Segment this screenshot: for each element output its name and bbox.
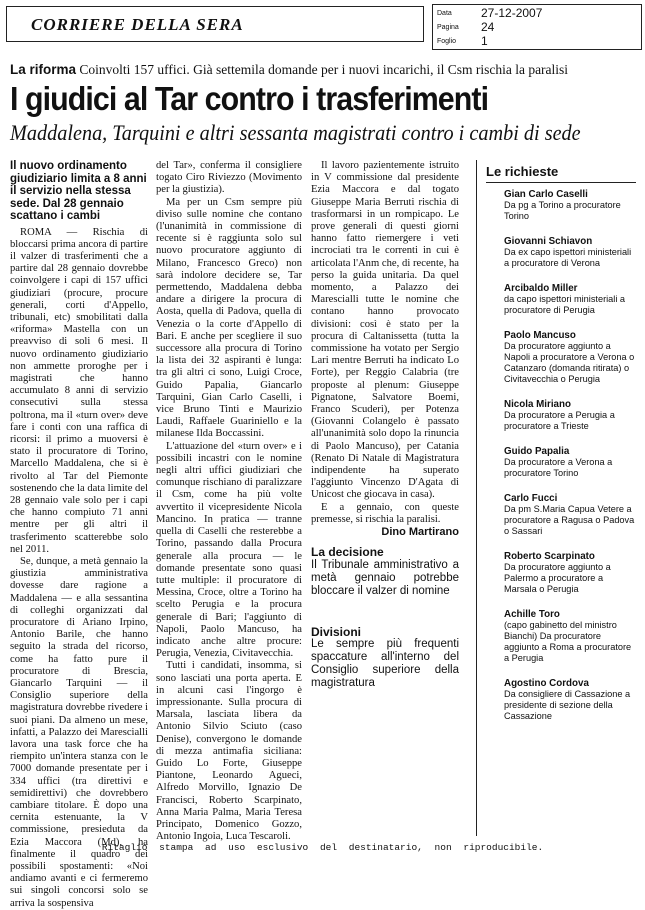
kicker-label: La riforma — [10, 62, 77, 77]
request-description: (capo gabinetto del ministro Bianchi) Da procuratore aggiunto a Roma a procuratore a Perugia — [504, 620, 632, 663]
kicker-text: Coinvolti 157 uffici. Già settemila domande per i nuovi incarichi, il Csm rischia la paralisi — [79, 62, 569, 77]
meta-value: 24 — [481, 20, 495, 34]
meta-row-page — [437, 21, 637, 35]
paragraph: del Tar», conferma il consigliere togato Ciro Riviezzo (Movimento per la giustizia). — [156, 160, 302, 196]
sidebar-divider — [476, 160, 477, 836]
request-entry — [486, 678, 636, 724]
request-name: Achille Toro — [504, 609, 560, 620]
sidebar-title: Le richieste — [486, 164, 636, 183]
request-entry — [486, 283, 636, 318]
request-name: Roberto Scarpinato — [504, 551, 595, 562]
request-entry — [486, 446, 636, 481]
article-summary: Il nuovo ordinamento giudiziario limita a 8 anni il servizio nella stessa sede. Dal 28 gennaio scattano i cambi — [10, 160, 147, 222]
box-text: Il Tribunale amministrativo a metà gennaio potrebbe bloccare il valzer di nomine — [311, 558, 459, 597]
request-entry — [486, 236, 636, 271]
request-list — [486, 189, 636, 724]
request-description: Da pm S.Maria Capua Vetere a procuratore a Ragusa o Padova o Sassari — [504, 504, 635, 536]
request-entry — [486, 609, 636, 666]
request-description: Da procuratore aggiunto a Napoli a procuratore a Verona o Catanzaro (domanda ritirata) o Civitavecchia o Perugia — [504, 341, 635, 384]
paragraph: L'attuazione del «turn over» e i possibili incastri con le nomine negli altri uffici giudiziari che comunque rischiano di paralizzare il Csm, come ha più volte avvertito il vicepresidente Nicola Mancino. In pratica — tranne quella di Caselli che resterebbe a Torino, passando dalla Procura generale alla procura — le domande presentate sono quasi tutte multiple: il procuratore di Messina, Croce, oltre a Torino ha scelto Perugia e la procura generale di Bari; l'aggiunto di Napoli, Paolo Mancuso, ha indicato anche altre procure: Perugia, Venezia, Civitavecchia. — [156, 440, 302, 660]
request-entry — [486, 399, 636, 434]
meta-label: Pagina — [437, 24, 459, 31]
kicker — [10, 62, 635, 78]
byline: Dino Martirano — [381, 526, 459, 539]
paragraph: ROMA — Rischia di bloccarsi prima ancora di partire il valzer di trasferimenti che a partire dal 28 gennaio dovrebbe coinvolgere i capi di 157 uffici giudiziari (procure, procure generali, corti d'Appello, tribunali, etc) smobilitati dalla «riforma» Mastella con un preavviso di soli 6 mesi. Il nuovo ordinamento giudiziario non ammette proroghe per i magistrati che hanno accumulato 8 anni di servizio consecutivi sulla stessa poltrona, ma il «turn over» deve fare i conti con una raffica di ricorsi: il primo a muoversi è stato il procuratore di Torino, Marcello Maddalena, che si è rivolto al Tar del Piemonte sostenendo che la data limite del 28 gennaio vale solo per i capi che hanno compiuto 71 anni mentre per gli altri il trasferimento scatterebbe solo nel 2011. — [10, 226, 148, 555]
footer-notice: Ritaglio stampa ad uso esclusivo del destinatario, non riproducibile. — [101, 842, 544, 853]
paragraph: Ma per un Csm sempre più diviso sulle nomine che contano (l'unanimità in commissione di recente si è raggiunta solo sul nuovo procuratore aggiunto di Milano, Francesco Greco) non sarà indolore decidere se, Tar permettendo, Maddalena debba andare a dirigere la procura di Aosta, quella di Padova, quella di Venezia o la corte d'Appello di Bari. E anche per scegliere il suo successore alla procura di Torino la lista dei 32 aspiranti è lunga: tra gli altri ci sono, Luigi Croce, Guido Papalia, Giancarlo Tarquini, Gian Carlo Caselli, i vice Bruno Tinti e Maurizio Laudi, Raffaele Guariniello e la milanese Ilda Boccassini. — [156, 196, 302, 440]
meta-label: Data — [437, 10, 452, 17]
request-description: Da procuratore aggiunto a Palermo a procuratore a Marsala o Perugia — [504, 562, 611, 594]
masthead — [6, 6, 424, 42]
box-decision — [311, 546, 459, 597]
request-name: Carlo Fucci — [504, 493, 558, 504]
paragraph: Tutti i candidati, insomma, si sono lasciati una porta aperta. E in alcuni casi l'ingorgo è impressionante. Sulla procura di Marsala, lasciata libera da Antonio Silvio Sciuto (caso Denise), convergono le domande di mezza antimafia siciliana: Guido Lo Forte, Giuseppe Piantone, Leonardo Agueci, Alfredo Morvillo, Ignazio De Francisci, Roberto Scarpinato, Anna Maria Palma, Maria Teresa Principato, Domenico Gozzo, Antonio Ingoia, Luca Tescaroli. — [156, 660, 302, 843]
meta-row-date — [437, 7, 637, 21]
request-entry — [486, 189, 636, 224]
request-entry — [486, 493, 636, 539]
request-description: Da procuratore a Verona a procuratore Torino — [504, 457, 613, 478]
box-title: Divisioni — [311, 624, 362, 639]
clipping-meta — [432, 4, 642, 50]
request-name: Nicola Miriano — [504, 399, 571, 410]
box-text: Le sempre più frequenti spaccature all'interno del Consiglio superiore della magistratura — [311, 637, 459, 689]
request-entry — [486, 330, 636, 387]
request-entry — [486, 551, 636, 597]
paragraph: Il lavoro pazientemente istruito in V commissione dal presidente Ezia Maccora e dal togato Giuseppe Maria Berruti rischia di trasformarsi in un rompicapo. Le prove generali di questi giorni hanno fatto riemergere i veti incrociati tra le correnti in cui è articolata l'Anm che, di recente, ha perso la guida unitaria. Da quel momento, a Palazzo dei Marescialli tutte le nomine che contano hanno provocato divisioni: così è stato per la procura di Caltanissetta (tutta la commissione ha votato per Sergio Lari mentre Berruti ha indicato Lo Forte), per Reggio Calabria (tre proposte al plenum: Giuseppe Pignatone, Salvatore Boemi, Franco Scuderi), per Potenza (Giovanni Colangelo è passato all'unanimità solo dopo la rinuncia di Paolo Mancuso), per Catania (Renato Di Natale di Magistratura indipendente ha superato l'aggiunto Vincenzo D'Agata di Unicost che giocava in casa). — [311, 160, 459, 501]
request-name: Arcibaldo Miller — [504, 283, 578, 294]
sidebar-requests — [486, 164, 636, 736]
request-description: Da procuratore a Perugia a procuratore a Trieste — [504, 410, 615, 431]
request-description: da capo ispettori ministeriali a procuratore di Perugia — [504, 294, 626, 315]
request-description: Da consigliere di Cassazione a presidente di sezione della Cassazione — [504, 689, 631, 721]
paragraph: Se, dunque, a metà gennaio la giustizia amministrativa dovesse dare ragione a Maddalena — e alla sessantina di colleghi organizzati dal procuratore di Ariano Irpino, Antonio Barile, che hanno seguito la strada del ricorso, come ha fatto pure il procuratore di Brescia, Giancarlo Tarquini — il Consiglio superiore della magistratura dovrebbe rivedere i suoi piani. Da almeno un mese, infatti, a Palazzo dei Marescialli lavora una task force che ha riempito un'intera stanza con le 7000 domande presentate per i 334 uffici (tra direttivi e semidirettivi) che dovrebbero cambiare titolare. È dopo una cernita estenuante, la V commissione, presieduta da Ezia Maccora (Md), ha finalmente il quadro dei possibili spostamenti: «Noi andiamo avanti e ci fermeremo sui singoli concorsi solo se arriva la sospensiva — [10, 555, 148, 909]
request-description: Da pg a Torino a procuratore Torino — [504, 200, 621, 221]
request-name: Guido Papalia — [504, 446, 570, 457]
meta-value: 27-12-2007 — [481, 6, 543, 20]
paragraph: E a gennaio, con queste premesse, si rischia la paralisi. — [311, 501, 459, 525]
request-name: Gian Carlo Caselli — [504, 189, 588, 200]
article-column-2 — [156, 160, 302, 843]
meta-label: Foglio — [437, 38, 457, 45]
subheadline: Maddalena, Tarquini e altri sessanta magistrati contro i cambi di sede — [10, 120, 581, 145]
headline: I giudici al Tar contro i trasferimenti — [10, 80, 489, 117]
request-description: Da ex capo ispettori ministeriali a procuratore di Verona — [504, 247, 632, 268]
article-column-3 — [311, 160, 459, 690]
request-name: Paolo Mancuso — [504, 330, 576, 341]
request-name: Giovanni Schiavon — [504, 236, 593, 247]
request-name: Agostino Cordova — [504, 678, 589, 689]
box-divisions — [311, 626, 459, 690]
box-title: La decisione — [311, 545, 384, 560]
meta-row-sheet — [437, 35, 637, 49]
article-column-1 — [10, 160, 148, 910]
masthead-title: CORRIERE DELLA SERA — [31, 15, 244, 34]
meta-value: 1 — [481, 34, 488, 48]
